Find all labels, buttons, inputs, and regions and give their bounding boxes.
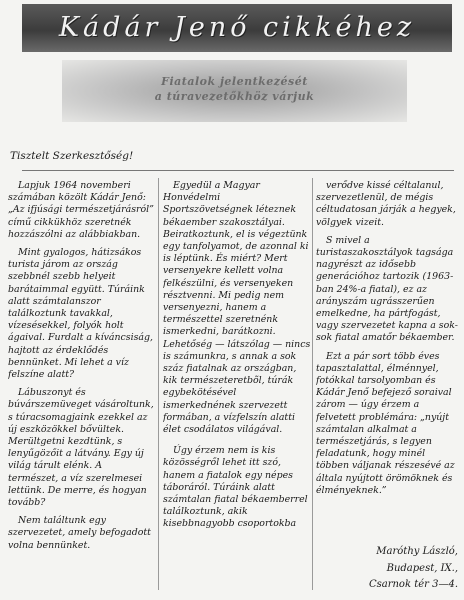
column-divider: [158, 178, 159, 590]
paragraph: Ezt a pár sort több éves tapasztalattal, élménnyel, fotókkal tarsolyomban és Kádár Jenő befejező soraival zárom — úgy érzem a felvetett problémára: „nyújt számtalan alkalmat a természetjárás, s legyen feladatunk, hogy minél többen váljanak részesévé az általa nyújtott örömöknek és élményeknek.”: [316, 350, 455, 496]
paragraph: Lábuszonyt és búvárszemüveget vásároltunk, s túracsomagjaink ezekkel az új eszközökkel bővültek. Merültgetni kezdtünk, s lenyűgözőit a látvány. Egy új világ tárult elénk. A természet, a víz szerelmesei lettünk. De merre, és hogyan tovább?: [8, 387, 154, 509]
paragraph: Lapjuk 1964 novemberi számában közölt Kádár Jenő: „Az ifjúsági természetjárásról” című cikkükhöz szeretnék hozzászólni az alábbiakban.: [8, 180, 154, 240]
signature-address: Csarnok tér 3—4.: [368, 579, 458, 590]
salutation: Tisztelt Szerkesztőség!: [10, 150, 134, 162]
text-column-2: [163, 180, 311, 590]
subheadline-line-2: a túravezetőkhöz várjuk: [154, 90, 315, 103]
subheadline-line-1: Fiatalok jelentkezését: [161, 75, 308, 88]
divider-rule: [22, 170, 454, 171]
column-divider: [312, 178, 313, 590]
paragraph: Mint gyalogos, hátizsákos turista járom az ország szebbnél szebb helyeit barátaimmal együtt. Túráink alatt számtalanszor találkoztunk tavakkal, vízesésekkel, folyók holt ágaival. Furdalt a kíváncsiság, hajtott az érdeklődés bennünket. Mi lehet a víz felszíne alatt?: [8, 247, 153, 381]
text-column-1: [8, 180, 154, 590]
paragraph: Nem találtunk egy szervezetet, amely befogadott volna bennünket.: [8, 515, 151, 551]
paragraph: Egyedül a Magyar Honvédelmi Sportszövetségnek léteznek békaember szakosztályai. Beiratkoztunk, el is végeztünk egy tanfolyamot, de azonnal ki is léptünk. És miért? Mert versenyekre kellett volna felkészülni, és versenyeken résztvenni. Mi pedig nem versenyezni, hanem a természettel szeretnénk ismerkedni, barátkozni. Lehetőség — látszólag — nincs is számunkra, s annak a sok száz fiatalnak az országban, kik természeteretbõl, túrák egybekötésével ismerkednének szervezett formában, a vízfelszín alatti élet csodálatos világával.: [163, 180, 311, 436]
paragraph: S mivel a turistaszakosztályok tagsága nagyrészt az idősebb generációhoz tartozik (1963-ban 24%-a fiatal), ez az arányszám ugrásszerűen emelkedne, ha pártfogást, vagy szervezetet kapna a sok-sok fiatal amatőr békaember.: [316, 234, 458, 344]
signature-name: Maróthy László,: [376, 546, 458, 557]
text-column-3: [316, 180, 458, 590]
signature-city: Budapest, IX.,: [386, 563, 458, 574]
headline-title: Kádár Jenő cikkéhez: [58, 12, 416, 43]
paragraph: verődve kissé céltalanul, szervezetlenül, de mégis céltudatosan járják a hegyek, völgyek vizeit.: [316, 180, 456, 228]
paragraph: Úgy érzem nem is kis közösségről lehet itt szó, hanem a fiatalok egy népes táboráról. Túráink alatt számtalan fiatal békaemberrel találkoztunk, akik kisebbnagyobb csoportokba: [163, 445, 308, 530]
